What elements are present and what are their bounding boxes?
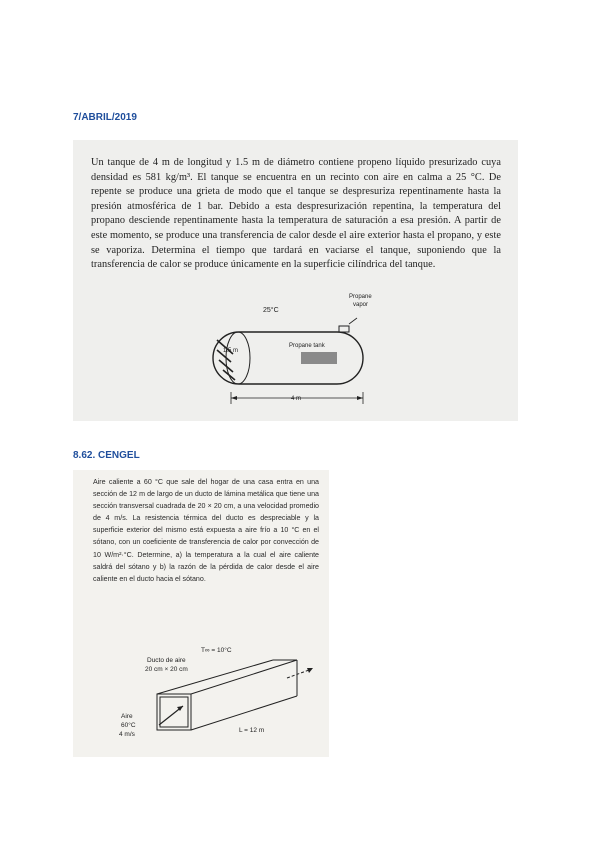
- diameter-label: 1.5 m: [223, 348, 239, 354]
- duct-length-label: L = 12 m: [239, 727, 265, 734]
- duct-label-2: 20 cm × 20 cm: [145, 666, 188, 673]
- vent-valve: [339, 326, 349, 332]
- length-label: 4 m: [291, 396, 302, 402]
- scanned-problem-tank: [73, 140, 518, 421]
- section-heading-cengel: 8.62. CENGEL: [73, 450, 140, 461]
- vent-label-1: Propane: [349, 294, 372, 300]
- vent-label-2: vapor: [353, 302, 369, 308]
- duct-label-1: Ducto de aire: [147, 657, 186, 664]
- tank-label: Propane tank: [289, 343, 325, 349]
- vent-leader: [349, 318, 357, 324]
- section-heading-date: 7/ABRIL/2019: [73, 112, 137, 123]
- problem-text-duct: Aire caliente a 60 °C que sale del hogar de una casa entra en una sección de 12 m de largo de un ducto de lámina metálica que tiene una sección transversal cuadrada de 20 × 20 cm, a una velocidad promedio de 4 m/s. La resistencia térmica del ducto es despreciable y la superficie exterior del mismo está expuesta a aire frío a 10 °C en el sótano, con un coeficiente de transferencia de calor por convección de 10 W/m²·°C. Determine, a) la temperatura a la cual el aire caliente saldrá del sótano y b) la razón de la pérdida de calor desde el aire caliente en el ducto hacia el sótano.: [93, 478, 319, 583]
- air-label-2: 60°C: [121, 722, 136, 729]
- air-label-1: Aire: [121, 713, 133, 720]
- outlet-arrow: [287, 670, 309, 678]
- duct-front-face: [157, 694, 191, 730]
- duct-diagram: [73, 470, 329, 757]
- duct-inner-face: [160, 697, 188, 727]
- scanned-problem-duct: [73, 470, 329, 757]
- liquid-shading: [301, 352, 337, 364]
- t-inf-label: T∞ = 10°C: [201, 647, 232, 654]
- tank-body: [213, 332, 363, 384]
- problem-text-tank: Un tanque de 4 m de longitud y 1.5 m de diámetro contiene propeno líquido presurizado cuya densidad es 581 kg/m³. El tanque se encuentra en un recinto con aire en calma a 25 °C. De repente se produce una grieta de modo que el tanque se despresuriza repentinamente hasta la presión atmosférica de 1 bar. Debido a esta despresurización repentina, la temperatura del propano desciende repentinamente hasta la temperatura de saturación a esa presión. A partir de este momento, se produce una transferencia de calor desde el aire exterior hasta el propano, y este se vaporiza. Determina el tiempo que tardará en vaciarse el tanque, suponiendo que la transferencia de calor se produce únicamente en la superficie cilíndrica del tanque.: [91, 157, 501, 271]
- ambient-temp-label: 25°C: [263, 307, 279, 314]
- tank-diagram: [73, 140, 518, 421]
- air-label-3: 4 m/s: [119, 731, 135, 738]
